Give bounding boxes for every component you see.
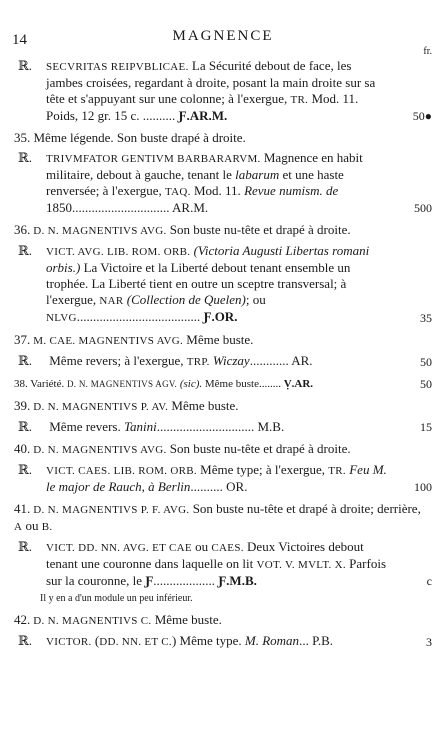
reverse-37 <box>0 353 446 370</box>
reverse-symbol: ℝ. <box>18 539 33 554</box>
obverse-35 <box>0 130 446 146</box>
legend: TRIVMFATOR GENTIVM BARBARARVM. <box>46 153 261 165</box>
grade: Ƒ.AR.M. <box>178 108 228 123</box>
price: 500 <box>414 201 432 215</box>
reverse-42 <box>0 633 446 650</box>
italic-text: (Victoria Augusti Libertas romani orbis.) <box>46 243 370 275</box>
legend: VICT. AVG. LIB. ROM. ORB. <box>46 246 191 258</box>
reverse-40 <box>0 462 446 495</box>
italic-text: labarum <box>235 167 280 182</box>
reverse-symbol: ℝ. <box>18 150 33 165</box>
legend: CAES. <box>211 542 244 554</box>
dot-leader: .............................. <box>72 200 170 215</box>
reverse-40-text <box>18 462 388 495</box>
grade: Ƒ.M.B. <box>218 573 257 588</box>
dot-leader: ............ <box>249 353 289 368</box>
legend: VOT. V. MVLT. X. <box>256 559 346 571</box>
obverse-39 <box>0 398 446 415</box>
entry-list <box>0 58 446 654</box>
unit-label: fr. <box>423 46 432 57</box>
legend: D. N. MAGNENTIVS P. F. AVG. <box>30 504 190 516</box>
description: Même buste. <box>168 398 239 413</box>
legend: VICTOR. <box>46 636 92 648</box>
obverse-40 <box>0 441 446 458</box>
entry-34 <box>0 58 446 124</box>
reverse-34-text <box>18 58 388 124</box>
description: Même buste. <box>151 612 222 627</box>
dot-leader: .............................. <box>156 419 255 434</box>
mark-letter: Ƒ <box>145 573 154 588</box>
dot-leader: .......... <box>139 108 176 123</box>
description: et une haste renversée; à l'exergue, <box>46 167 344 198</box>
price: 100 <box>414 480 432 494</box>
legend: M. CAE. MAGNENTIVS AVG. <box>30 335 184 347</box>
grade: Ṿ.AR. <box>283 378 314 390</box>
grade: OR. <box>226 479 248 494</box>
grade: Ƒ.OR. <box>203 309 238 324</box>
obverse-41-text <box>14 501 426 535</box>
description: La Sécurité debout de face, les jambes croisées, regardant à droite, posant la main droite sur sa tête et s'appuyant sur une colonne; à l'exergue, <box>46 58 376 106</box>
reverse-42-text <box>18 633 388 650</box>
description: La Victoire et la Liberté debout tenant ensemble un trophée. La Liberté tient en outre un sceptre transversal; à l'exergue, <box>46 260 351 307</box>
reverse-symbol: ℝ. <box>18 353 33 368</box>
legend: D. N. MAGNENTIVS AVG. <box>30 225 167 237</box>
price: 50 <box>420 355 432 369</box>
reverse-symbol: ℝ. <box>18 243 33 258</box>
dot-leader: ... <box>299 633 309 648</box>
price: 15 <box>420 420 432 434</box>
description: Même buste. <box>183 332 254 347</box>
italic-text: M. Roman <box>244 633 300 648</box>
italic-text: Revue numism. de <box>244 183 339 198</box>
reverse-36 <box>0 243 446 326</box>
obverse-37 <box>0 332 446 349</box>
entry-number: 40. <box>14 441 31 456</box>
entry-35 <box>0 130 446 216</box>
obverse-41 <box>0 501 446 535</box>
entry-40 <box>0 441 446 495</box>
reverse-symbol: ℝ. <box>18 419 33 434</box>
reverse-34 <box>0 58 446 124</box>
description: Même légende. Son buste drapé à droite. <box>30 130 246 145</box>
legend: VICT. CAES. LIB. ROM. ORB. <box>46 465 197 477</box>
description: 1850 <box>46 200 72 215</box>
entry-42 <box>0 612 446 650</box>
price: 50 <box>420 377 432 391</box>
description: ( <box>91 633 100 648</box>
entry-number: 36. <box>14 222 31 237</box>
description: Mod. 11. <box>190 183 245 198</box>
legend: D. N. MAGNENTIVS C. <box>30 615 152 627</box>
description: Mod. 11. Poids, 12 gr. 15 c. <box>46 91 359 123</box>
entry-41 <box>0 501 446 606</box>
reverse-symbol: ℝ. <box>18 462 33 477</box>
reverse-symbol: ℝ. <box>18 58 33 73</box>
price: 3 <box>426 635 432 649</box>
legend: SECVRITAS REIPVBLICAE. <box>46 61 189 73</box>
exergue: TAQ. <box>165 186 191 198</box>
description: Même revers; à l'exergue, <box>46 353 187 368</box>
reverse-41-text <box>18 539 388 589</box>
exergue: NAR <box>99 295 124 307</box>
grade: M.B. <box>257 419 285 434</box>
obverse-38 <box>0 376 446 392</box>
description: Magnence en habit militaire, debout à gauche, tenant le <box>46 150 363 182</box>
dot-leader: ........ <box>258 378 281 390</box>
dot-leader: ...................................... <box>76 309 201 324</box>
description: ; ou <box>245 292 266 307</box>
entry-38 <box>0 376 446 392</box>
italic-text: Tanini <box>123 419 157 434</box>
reverse-39 <box>0 419 446 435</box>
description: Même revers. <box>46 419 124 434</box>
description: ou <box>191 539 212 554</box>
legend: D. N. MAGNENTIVS AGV. <box>66 379 178 389</box>
reverse-symbol: ℝ. <box>18 633 33 648</box>
description: Son buste nu-tête et drapé à droite; derrière, <box>189 501 421 516</box>
reverse-41 <box>0 539 446 589</box>
legend: VICT. DD. NN. AVG. ET CAE <box>46 542 192 554</box>
description: Son buste nu-tête et drapé à droite. <box>166 441 351 456</box>
reverse-37-text <box>18 353 388 370</box>
page-title: MAGNENCE <box>172 28 274 44</box>
entry-number: 41. <box>14 501 31 516</box>
legend: DD. NN. ET C. <box>99 636 172 648</box>
legend: D. N. MAGNENTIVS P. AV. <box>30 401 169 413</box>
reverse-36-text <box>18 243 388 326</box>
reverse-35 <box>0 150 446 216</box>
legend: B. <box>41 521 53 533</box>
italic-text: (sic). <box>177 378 203 390</box>
description: Deux Victoires debout tenant une couronne dans laquelle on lit <box>46 539 364 571</box>
price: 50● <box>412 109 432 123</box>
reverse-39-text <box>18 419 388 435</box>
reverse-35-text <box>18 150 388 216</box>
obverse-42 <box>0 612 446 629</box>
obverse-36 <box>0 222 446 239</box>
description: ) Même type. <box>171 633 245 648</box>
legend: D. N. MAGNENTIVS AVG. <box>30 444 167 456</box>
italic-text: Wiczay <box>209 353 250 368</box>
entry-37 <box>0 332 446 370</box>
entry-number: 35. <box>14 130 31 145</box>
entry-number: 42. <box>14 612 31 627</box>
entry-number: 37. <box>14 332 31 347</box>
exergue: TR. <box>328 465 346 477</box>
entry-39 <box>0 398 446 435</box>
entry-41-note: Il y en a d'un module un peu inférieur. <box>40 593 193 604</box>
grade: AR. <box>291 353 313 368</box>
price: 35 <box>420 311 432 325</box>
italic-text: Feu M. le major de Rauch, à Berlin <box>46 462 387 494</box>
italic-text: (Collection de Quelen) <box>123 292 246 307</box>
exergue: TR. <box>290 94 309 106</box>
entry-36 <box>0 222 446 326</box>
description: Son buste nu-tête et drapé à droite. <box>166 222 351 237</box>
description: Parfois sur la couronne, le <box>46 556 387 588</box>
grade: AR.M. <box>172 200 209 215</box>
description: ou <box>22 518 42 533</box>
legend: A <box>14 521 23 533</box>
dot-leader: ................... <box>153 573 215 588</box>
price: c <box>426 574 432 588</box>
description: Même type; à l'exergue, <box>196 462 329 477</box>
grade: P.B. <box>312 633 334 648</box>
dot-leader: .......... <box>190 479 223 494</box>
description: Variété. <box>27 378 67 390</box>
exergue: TRP. <box>186 356 210 368</box>
exergue: NLVG <box>46 312 77 324</box>
page-number: 14 <box>12 32 27 48</box>
description: Même buste <box>202 378 259 390</box>
entry-number: 38. <box>14 378 28 390</box>
entry-number: 39. <box>14 398 31 413</box>
